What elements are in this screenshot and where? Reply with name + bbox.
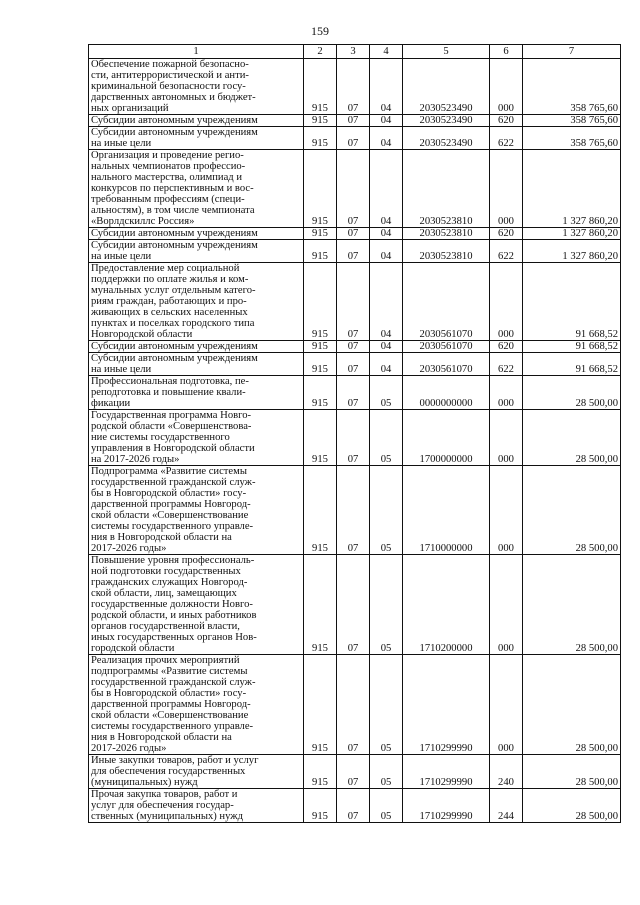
row-grbs: 915	[304, 341, 337, 353]
row-name: Субсидии автономным учреждениям	[89, 115, 304, 127]
row-name: Субсидии автономным учреждениям	[89, 341, 304, 353]
table-row	[89, 228, 621, 240]
row-expense-type: 000	[490, 263, 523, 341]
header-col-1: 1	[89, 45, 304, 59]
row-grbs: 915	[304, 263, 337, 341]
row-expense-type: 620	[490, 341, 523, 353]
row-section: 07	[337, 410, 370, 466]
row-name: Государственная программа Новго- родской области «Совершенствова- ние системы государственного управления в Новгородской области на 2017-2026 годы»	[89, 410, 304, 466]
row-target-article: 2030523810	[403, 150, 490, 228]
row-expense-type: 000	[490, 150, 523, 228]
row-amount: 28 500,00	[523, 789, 621, 823]
table-row	[89, 376, 621, 410]
row-amount: 28 500,00	[523, 376, 621, 410]
row-section: 07	[337, 789, 370, 823]
row-subsection: 04	[370, 341, 403, 353]
header-col-2: 2	[304, 45, 337, 59]
row-expense-type: 000	[490, 376, 523, 410]
row-amount: 28 500,00	[523, 466, 621, 555]
table-row	[89, 755, 621, 789]
table-row	[89, 263, 621, 341]
header-col-4: 4	[370, 45, 403, 59]
row-grbs: 915	[304, 150, 337, 228]
row-grbs: 915	[304, 655, 337, 755]
table-row	[89, 789, 621, 823]
row-target-article: 2030523810	[403, 240, 490, 263]
row-target-article: 2030523810	[403, 228, 490, 240]
row-target-article: 2030561070	[403, 263, 490, 341]
row-section: 07	[337, 127, 370, 150]
row-section: 07	[337, 376, 370, 410]
row-target-article: 2030523490	[403, 115, 490, 127]
row-grbs: 915	[304, 115, 337, 127]
row-amount: 1 327 860,20	[523, 150, 621, 228]
row-subsection: 04	[370, 240, 403, 263]
row-name: Реализация прочих мероприятий подпрограммы «Развитие системы государственной гражданской служ- бы в Новгородской области» госу- дарственной программы Новгород- ской области «Совершенствование системы государственного управле- ния в Новгородской области на 2017-2026 годы»	[89, 655, 304, 755]
row-subsection: 04	[370, 353, 403, 376]
row-amount: 91 668,52	[523, 341, 621, 353]
row-amount: 1 327 860,20	[523, 240, 621, 263]
row-section: 07	[337, 555, 370, 655]
row-section: 07	[337, 466, 370, 555]
row-target-article: 2030561070	[403, 341, 490, 353]
row-subsection: 04	[370, 228, 403, 240]
header-col-6: 6	[490, 45, 523, 59]
row-amount: 28 500,00	[523, 655, 621, 755]
table-header-row	[89, 45, 621, 59]
row-amount: 28 500,00	[523, 555, 621, 655]
row-section: 07	[337, 263, 370, 341]
row-name: Прочая закупка товаров, работ и услуг для обеспечения государ- ственных (муниципальных) нужд	[89, 789, 304, 823]
row-expense-type: 000	[490, 555, 523, 655]
row-amount: 358 765,60	[523, 127, 621, 150]
table-row	[89, 341, 621, 353]
row-expense-type: 000	[490, 410, 523, 466]
table-row	[89, 410, 621, 466]
row-grbs: 915	[304, 127, 337, 150]
row-target-article: 0000000000	[403, 376, 490, 410]
row-target-article: 2030523490	[403, 59, 490, 115]
row-section: 07	[337, 755, 370, 789]
table-body	[89, 59, 621, 823]
row-amount: 28 500,00	[523, 410, 621, 466]
row-name: Повышение уровня профессиональ- ной подготовки государственных гражданских служащих Новгород- ской области, лиц, замещающих государственные должности Новго- родской области, и иных работников органов государственной власти, иных государственных органов Нов- городской области	[89, 555, 304, 655]
row-subsection: 05	[370, 410, 403, 466]
row-grbs: 915	[304, 466, 337, 555]
row-amount: 28 500,00	[523, 755, 621, 789]
row-expense-type: 622	[490, 240, 523, 263]
table-row	[89, 59, 621, 115]
table-row	[89, 240, 621, 263]
row-expense-type: 622	[490, 127, 523, 150]
row-section: 07	[337, 115, 370, 127]
row-section: 07	[337, 353, 370, 376]
row-target-article: 1700000000	[403, 410, 490, 466]
table-row	[89, 555, 621, 655]
row-expense-type: 000	[490, 59, 523, 115]
table-row	[89, 127, 621, 150]
table-row	[89, 150, 621, 228]
row-grbs: 915	[304, 353, 337, 376]
row-name: Субсидии автономным учреждениям на иные цели	[89, 127, 304, 150]
row-grbs: 915	[304, 789, 337, 823]
row-grbs: 915	[304, 410, 337, 466]
row-grbs: 915	[304, 59, 337, 115]
header-col-3: 3	[337, 45, 370, 59]
row-subsection: 05	[370, 789, 403, 823]
row-grbs: 915	[304, 240, 337, 263]
table-row	[89, 115, 621, 127]
row-target-article: 1710000000	[403, 466, 490, 555]
table-row	[89, 466, 621, 555]
row-target-article: 1710200000	[403, 555, 490, 655]
row-section: 07	[337, 341, 370, 353]
row-section: 07	[337, 240, 370, 263]
row-subsection: 05	[370, 466, 403, 555]
row-target-article: 1710299990	[403, 789, 490, 823]
row-grbs: 915	[304, 228, 337, 240]
row-subsection: 05	[370, 755, 403, 789]
row-section: 07	[337, 228, 370, 240]
row-amount: 358 765,60	[523, 59, 621, 115]
table-row	[89, 655, 621, 755]
header-col-7: 7	[523, 45, 621, 59]
row-subsection: 04	[370, 263, 403, 341]
row-subsection: 05	[370, 376, 403, 410]
row-target-article: 2030561070	[403, 353, 490, 376]
header-col-5: 5	[403, 45, 490, 59]
row-expense-type: 240	[490, 755, 523, 789]
row-grbs: 915	[304, 376, 337, 410]
row-section: 07	[337, 150, 370, 228]
row-expense-type: 000	[490, 655, 523, 755]
row-amount: 91 668,52	[523, 263, 621, 341]
row-expense-type: 622	[490, 353, 523, 376]
page-number: 159	[311, 24, 329, 38]
row-expense-type: 244	[490, 789, 523, 823]
row-name: Субсидии автономным учреждениям на иные цели	[89, 240, 304, 263]
row-section: 07	[337, 655, 370, 755]
row-subsection: 04	[370, 115, 403, 127]
row-name: Субсидии автономным учреждениям	[89, 228, 304, 240]
row-amount: 1 327 860,20	[523, 228, 621, 240]
row-subsection: 04	[370, 150, 403, 228]
row-subsection: 05	[370, 655, 403, 755]
row-expense-type: 620	[490, 115, 523, 127]
row-subsection: 04	[370, 127, 403, 150]
row-amount: 91 668,52	[523, 353, 621, 376]
row-name: Субсидии автономным учреждениям на иные цели	[89, 353, 304, 376]
row-amount: 358 765,60	[523, 115, 621, 127]
row-expense-type: 620	[490, 228, 523, 240]
row-name: Подпрограмма «Развитие системы государственной гражданской служ- бы в Новгородской области» госу- дарственной программы Новгород- ской области «Совершенствование системы государственного управле- ния в Новгородской области на 2017-2026 годы»	[89, 466, 304, 555]
row-name: Предоставление мер социальной поддержки по оплате жилья и ком- мунальных услуг отдельным катего- риям граждан, работающих и про- живающих в сельских населенных пунктах и поселках городского типа Новгородской области	[89, 263, 304, 341]
row-grbs: 915	[304, 755, 337, 789]
row-expense-type: 000	[490, 466, 523, 555]
row-target-article: 1710299990	[403, 655, 490, 755]
row-name: Обеспечение пожарной безопасно- сти, антитеррористической и анти- криминальной безопасности госу- дарственных автономных и бюджет- ных организаций	[89, 59, 304, 115]
budget-table	[88, 44, 621, 823]
table-row	[89, 353, 621, 376]
row-section: 07	[337, 59, 370, 115]
row-target-article: 2030523490	[403, 127, 490, 150]
row-name: Организация и проведение регио- нальных чемпионатов профессио- нального мастерства, олимпиад и конкурсов по перспективным и вос- требованным профессиям (специ- альностям), в том числе чемпионата «Ворлдскиллс Россия»	[89, 150, 304, 228]
row-subsection: 04	[370, 59, 403, 115]
row-subsection: 05	[370, 555, 403, 655]
row-grbs: 915	[304, 555, 337, 655]
row-name: Иные закупки товаров, работ и услуг для обеспечения государственных (муниципальных) нужд	[89, 755, 304, 789]
row-name: Профессиональная подготовка, пе- реподготовка и повышение квали- фикации	[89, 376, 304, 410]
row-target-article: 1710299990	[403, 755, 490, 789]
